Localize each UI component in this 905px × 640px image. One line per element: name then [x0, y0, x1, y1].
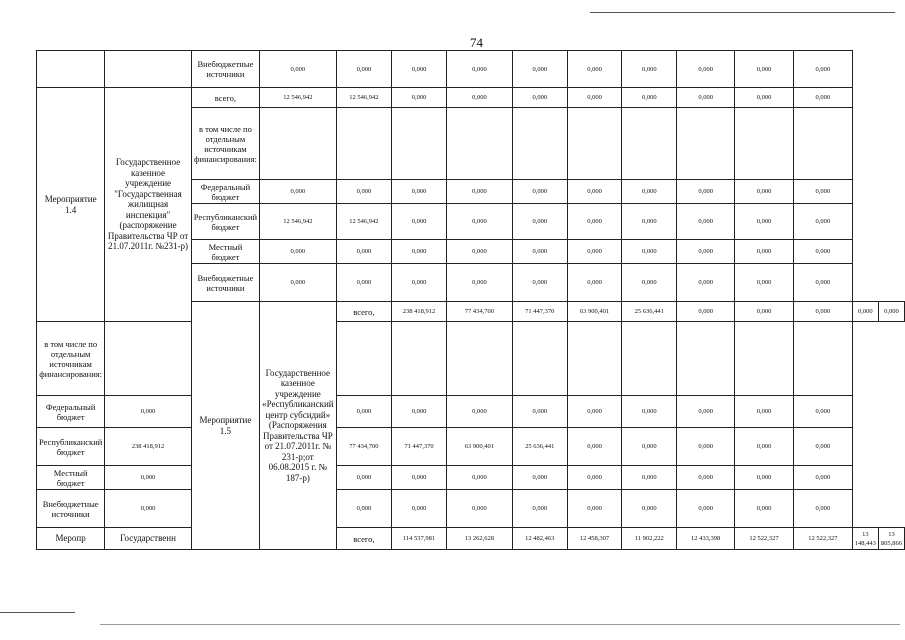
- value-cell: 0,000: [793, 466, 852, 490]
- value-cell: 0,000: [878, 302, 904, 322]
- value-cell: 0,000: [512, 51, 567, 88]
- value-cell: 0,000: [677, 490, 735, 528]
- empty-cell: [105, 322, 191, 396]
- value-cell: 12 458,307: [567, 528, 622, 550]
- source-label: всего,: [336, 528, 392, 550]
- value-cell: 0,000: [336, 180, 392, 204]
- value-cell: 0,000: [336, 490, 392, 528]
- value-cell: 63 900,401: [446, 428, 512, 466]
- source-label: Республиканский бюджет: [191, 204, 259, 240]
- value-cell: 0,000: [446, 466, 512, 490]
- value-cell: 0,000: [677, 240, 735, 264]
- value-cell: 0,000: [735, 428, 794, 466]
- source-label: в том числе по отдельным источникам финансирования:: [191, 108, 259, 180]
- value-cell: 0,000: [446, 51, 512, 88]
- value-cell: 0,000: [392, 264, 447, 302]
- value-cell: 25 636,441: [622, 302, 677, 322]
- value-cell: 0,000: [512, 396, 567, 428]
- value-cell: 0,000: [446, 264, 512, 302]
- value-cell: 0,000: [336, 396, 392, 428]
- table-row: [37, 51, 905, 88]
- value-cell: 0,000: [446, 204, 512, 240]
- empty-cell: [622, 322, 677, 396]
- event-organization: Государственн: [105, 528, 191, 550]
- source-label: Местный бюджет: [191, 240, 259, 264]
- value-cell: 0,000: [446, 88, 512, 108]
- source-label: всего,: [191, 88, 259, 108]
- value-cell: 0,000: [512, 240, 567, 264]
- value-cell: 71 447,370: [392, 428, 447, 466]
- source-label: всего,: [336, 302, 392, 322]
- value-cell: 0,000: [622, 51, 677, 88]
- source-label: Республиканский бюджет: [37, 428, 105, 466]
- source-label: Местный бюджет: [37, 466, 105, 490]
- value-cell: 13 262,628: [446, 528, 512, 550]
- value-cell: 0,000: [622, 264, 677, 302]
- value-cell: 12 546,942: [336, 204, 392, 240]
- value-cell: 0,000: [336, 264, 392, 302]
- source-label: Внебюджетные источники: [37, 490, 105, 528]
- value-cell: 71 447,370: [512, 302, 567, 322]
- empty-cell: [512, 108, 567, 180]
- value-cell: 0,000: [567, 88, 622, 108]
- empty-cell: [336, 108, 392, 180]
- empty-cell: [735, 108, 794, 180]
- table-row: [37, 322, 905, 396]
- value-cell: 0,000: [793, 240, 852, 264]
- value-cell: 0,000: [622, 204, 677, 240]
- value-cell: 12 522,327: [735, 528, 794, 550]
- value-cell: 0,000: [392, 204, 447, 240]
- value-cell: 0,000: [392, 240, 447, 264]
- empty-cell: [105, 51, 191, 88]
- scan-artifact-bottom-left: [0, 612, 75, 613]
- value-cell: 13 148,443: [852, 528, 878, 550]
- value-cell: 0,000: [567, 264, 622, 302]
- value-cell: 0,000: [793, 264, 852, 302]
- value-cell: 0,000: [793, 88, 852, 108]
- budget-table: [36, 50, 905, 550]
- empty-cell: [336, 322, 392, 396]
- value-cell: 0,000: [567, 240, 622, 264]
- value-cell: 238 418,912: [392, 302, 447, 322]
- empty-cell: [392, 322, 447, 396]
- source-label: Федеральный бюджет: [191, 180, 259, 204]
- value-cell: 0,000: [567, 428, 622, 466]
- value-cell: 0,000: [677, 180, 735, 204]
- empty-cell: [793, 322, 852, 396]
- empty-cell: [446, 108, 512, 180]
- value-cell: 0,000: [336, 240, 392, 264]
- table-row: [37, 490, 905, 528]
- empty-cell: [260, 108, 337, 180]
- value-cell: 0,000: [793, 428, 852, 466]
- value-cell: 0,000: [336, 51, 392, 88]
- table-row: [37, 428, 905, 466]
- value-cell: 0,000: [677, 51, 735, 88]
- value-cell: 11 902,222: [622, 528, 677, 550]
- value-cell: 0,000: [392, 51, 447, 88]
- value-cell: 0,000: [793, 490, 852, 528]
- empty-cell: [735, 322, 794, 396]
- value-cell: 0,000: [260, 240, 337, 264]
- value-cell: 0,000: [512, 204, 567, 240]
- empty-cell: [512, 322, 567, 396]
- value-cell: 0,000: [735, 264, 794, 302]
- source-label: Федеральный бюджет: [37, 396, 105, 428]
- value-cell: 0,000: [677, 302, 735, 322]
- value-cell: 0,000: [677, 264, 735, 302]
- value-cell: 0,000: [567, 204, 622, 240]
- value-cell: 0,000: [622, 180, 677, 204]
- value-cell: 0,000: [512, 88, 567, 108]
- empty-cell: [37, 51, 105, 88]
- value-cell: 0,000: [567, 490, 622, 528]
- value-cell: 0,000: [392, 490, 447, 528]
- value-cell: 0,000: [567, 396, 622, 428]
- event-organization: Государственное казенное учреждение «Республиканский центр субсидий» (Распоряжения Правительства ЧР от 21.07.2011г. № 231-р;от 06.08.2015 г. № 187-р): [260, 302, 337, 550]
- table-row: [37, 88, 905, 108]
- value-cell: 0,000: [336, 466, 392, 490]
- empty-cell: [793, 108, 852, 180]
- value-cell: 0,000: [392, 180, 447, 204]
- value-cell: 238 418,912: [105, 428, 191, 466]
- value-cell: 0,000: [392, 466, 447, 490]
- value-cell: 0,000: [677, 396, 735, 428]
- value-cell: 0,000: [392, 396, 447, 428]
- value-cell: 0,000: [735, 240, 794, 264]
- value-cell: 0,000: [622, 88, 677, 108]
- source-label: в том числе по отдельным источникам финансирования:: [37, 322, 105, 396]
- value-cell: 0,000: [392, 88, 447, 108]
- value-cell: 0,000: [260, 51, 337, 88]
- value-cell: 0,000: [622, 396, 677, 428]
- value-cell: 0,000: [567, 51, 622, 88]
- empty-cell: [567, 322, 622, 396]
- value-cell: 114 537,981: [392, 528, 447, 550]
- value-cell: 0,000: [793, 204, 852, 240]
- value-cell: 25 636,441: [512, 428, 567, 466]
- value-cell: 0,000: [622, 490, 677, 528]
- value-cell: 0,000: [105, 466, 191, 490]
- empty-cell: [677, 108, 735, 180]
- value-cell: 0,000: [677, 428, 735, 466]
- value-cell: 0,000: [260, 180, 337, 204]
- value-cell: 0,000: [622, 428, 677, 466]
- empty-cell: [567, 108, 622, 180]
- value-cell: 0,000: [735, 490, 794, 528]
- event-name: Мероприятие 1.4: [37, 88, 105, 322]
- source-label: Внебюджетные источники: [191, 264, 259, 302]
- value-cell: 0,000: [735, 180, 794, 204]
- value-cell: 0,000: [512, 180, 567, 204]
- scan-artifact-bottom-right: [100, 624, 900, 625]
- page-number: 74: [470, 35, 483, 50]
- value-cell: 0,000: [735, 302, 794, 322]
- value-cell: 12 522,327: [793, 528, 852, 550]
- value-cell: 0,000: [677, 88, 735, 108]
- value-cell: 63 900,401: [567, 302, 622, 322]
- empty-cell: [446, 322, 512, 396]
- value-cell: 0,000: [105, 396, 191, 428]
- value-cell: 0,000: [735, 396, 794, 428]
- value-cell: 0,000: [735, 51, 794, 88]
- value-cell: 0,000: [622, 240, 677, 264]
- value-cell: 12 482,463: [512, 528, 567, 550]
- value-cell: 0,000: [677, 204, 735, 240]
- event-organization: Государственное казенное учреждение "Государственная жилищная инспекция" (распоряжение Правительства ЧР от 21.07.2011г. №231-р): [105, 88, 191, 322]
- event-name: Меропр: [37, 528, 105, 550]
- value-cell: 0,000: [512, 490, 567, 528]
- value-cell: 0,000: [446, 490, 512, 528]
- value-cell: 0,000: [512, 264, 567, 302]
- value-cell: 0,000: [852, 302, 878, 322]
- value-cell: 0,000: [735, 466, 794, 490]
- value-cell: 0,000: [260, 264, 337, 302]
- value-cell: 0,000: [735, 88, 794, 108]
- table-row: [37, 466, 905, 490]
- empty-cell: [392, 108, 447, 180]
- value-cell: 0,000: [446, 240, 512, 264]
- value-cell: 13 805,866: [878, 528, 904, 550]
- value-cell: 12 546,942: [336, 88, 392, 108]
- table-row: [37, 528, 905, 550]
- value-cell: 0,000: [793, 302, 852, 322]
- event-name: Мероприятие 1.5: [191, 302, 259, 550]
- value-cell: 0,000: [793, 396, 852, 428]
- value-cell: 0,000: [735, 204, 794, 240]
- value-cell: 77 434,700: [336, 428, 392, 466]
- scan-artifact-top: [590, 12, 895, 13]
- value-cell: 0,000: [567, 466, 622, 490]
- value-cell: 0,000: [622, 466, 677, 490]
- source-label: Внебюджетные источники: [191, 51, 259, 88]
- value-cell: 0,000: [446, 180, 512, 204]
- empty-cell: [622, 108, 677, 180]
- table-row: [37, 396, 905, 428]
- value-cell: 12 546,942: [260, 204, 337, 240]
- value-cell: 0,000: [677, 466, 735, 490]
- value-cell: 0,000: [567, 180, 622, 204]
- value-cell: 0,000: [793, 180, 852, 204]
- value-cell: 0,000: [512, 466, 567, 490]
- value-cell: 12 546,942: [260, 88, 337, 108]
- value-cell: 77 434,700: [446, 302, 512, 322]
- value-cell: 0,000: [105, 490, 191, 528]
- value-cell: 0,000: [446, 396, 512, 428]
- value-cell: 0,000: [793, 51, 852, 88]
- empty-cell: [677, 322, 735, 396]
- value-cell: 12 433,398: [677, 528, 735, 550]
